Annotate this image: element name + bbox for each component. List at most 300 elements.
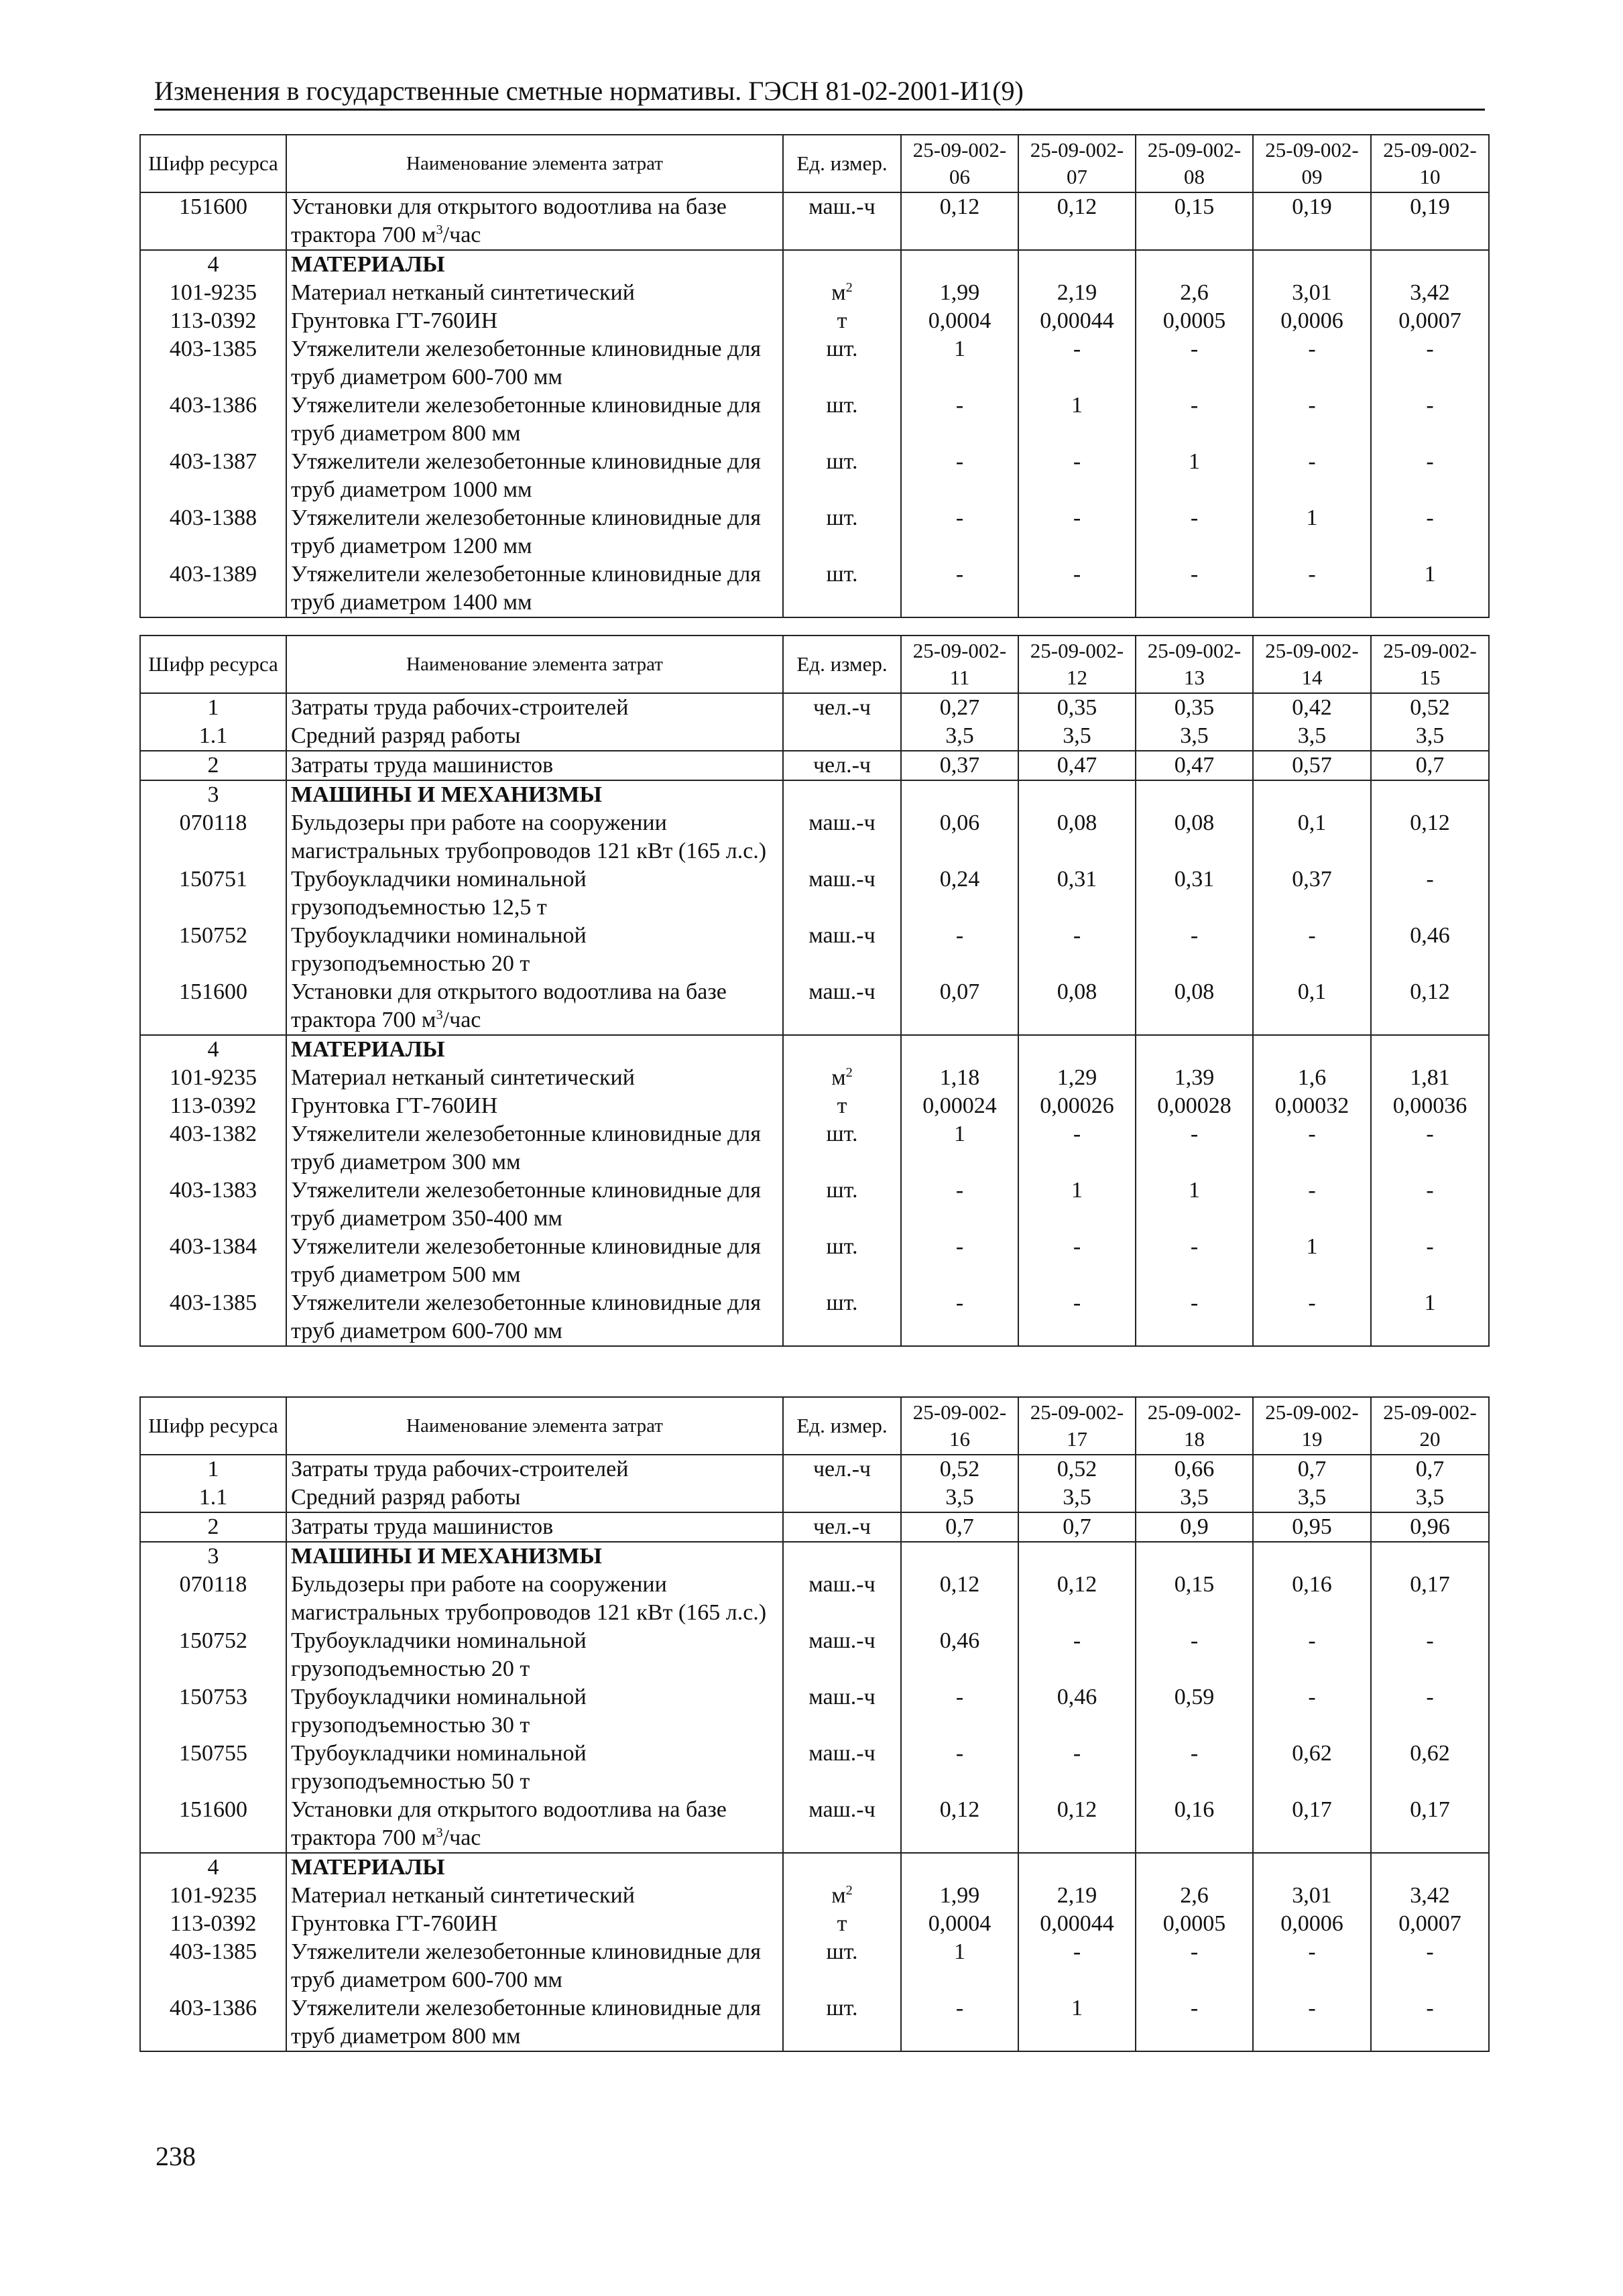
table-body: [140, 693, 1489, 1346]
resource-unit: шт.: [783, 1120, 901, 1176]
norm-value: 3,01: [1253, 1882, 1371, 1910]
table-row: [140, 1289, 1489, 1346]
norm-value: 0,00024: [901, 1092, 1018, 1120]
norm-value: -: [1136, 922, 1253, 978]
norm-value: 0,06: [901, 809, 1018, 865]
table-row: [140, 1853, 1489, 1882]
norm-value: 2,19: [1018, 279, 1136, 307]
norm-value: 0,7: [1371, 751, 1489, 780]
norm-value: [1371, 1853, 1489, 1882]
table-row: [140, 391, 1489, 448]
norm-value: 0,0007: [1371, 307, 1489, 335]
resource-name: Установки для открытого водоотлива на базе трактора 700 $м^3$/час: [286, 978, 783, 1035]
resource-name: Утяжелители железобетонные клиновидные для труб диаметром 600-700 мм: [286, 1289, 783, 1346]
norm-value: [1018, 1542, 1136, 1571]
resource-name: МАШИНЫ И МЕХАНИЗМЫ: [286, 780, 783, 809]
resource-name: Бульдозеры при работе на сооружении магистральных трубопроводов 121 кВт (165 л.с.): [286, 809, 783, 865]
column-header-unit: Ед. измер.: [783, 135, 901, 192]
norm-value: [1371, 1542, 1489, 1571]
norm-value: -: [1371, 1233, 1489, 1289]
norm-value: -: [1018, 1740, 1136, 1796]
norm-value: 0,96: [1371, 1512, 1489, 1542]
resource-unit: шт.: [783, 1938, 901, 1994]
table-row: [140, 1796, 1489, 1853]
resource-unit: $м^2$: [783, 1882, 901, 1910]
norm-value: -: [1371, 335, 1489, 391]
norm-value: -: [1253, 1683, 1371, 1740]
norm-value: 0,12: [901, 1571, 1018, 1627]
norm-value: 0,08: [1136, 809, 1253, 865]
norm-value: -: [1018, 504, 1136, 560]
resource-code: 4: [140, 1853, 286, 1882]
resource-name: Утяжелители железобетонные клиновидные для труб диаметром 1400 мм: [286, 560, 783, 617]
resource-name: Затраты труда машинистов: [286, 751, 783, 780]
norm-value: -: [1253, 335, 1371, 391]
resource-code: 1.1: [140, 722, 286, 751]
resource-code: 403-1385: [140, 1289, 286, 1346]
table-row: [140, 504, 1489, 560]
norm-value: -: [1371, 1938, 1489, 1994]
table-row: [140, 1882, 1489, 1910]
norm-value: -: [1253, 560, 1371, 617]
resource-unit: маш.-ч: [783, 1627, 901, 1683]
norm-value: 3,42: [1371, 1882, 1489, 1910]
resource-unit: шт.: [783, 391, 901, 448]
resource-name: Средний разряд работы: [286, 1484, 783, 1512]
norm-value: 0,17: [1371, 1796, 1489, 1853]
norm-value: 0,9: [1136, 1512, 1253, 1542]
column-header-code: Шифр ресурса: [140, 636, 286, 693]
norm-value: 3,5: [901, 1484, 1018, 1512]
norm-value: 3,5: [1018, 1484, 1136, 1512]
norm-value: -: [1018, 922, 1136, 978]
norm-value: 0,07: [901, 978, 1018, 1035]
norm-value: -: [1371, 448, 1489, 504]
norm-value: -: [901, 1233, 1018, 1289]
norm-value: 0,0004: [901, 307, 1018, 335]
resource-code: 150751: [140, 865, 286, 922]
column-header-norm: 25-09-002-10: [1371, 135, 1489, 192]
resource-unit: маш.-ч: [783, 978, 901, 1035]
norm-value: 0,66: [1136, 1455, 1253, 1484]
column-header-norm: 25-09-002-15: [1371, 636, 1489, 693]
table-body: [140, 1455, 1489, 2051]
norm-value: 0,31: [1018, 865, 1136, 922]
norm-value: 3,5: [1018, 722, 1136, 751]
norm-value: 1: [901, 335, 1018, 391]
resource-code: 403-1382: [140, 1120, 286, 1176]
resource-unit: маш.-ч: [783, 1796, 901, 1853]
norm-value: -: [1018, 1289, 1136, 1346]
norm-value: -: [901, 1683, 1018, 1740]
norm-value: 1: [1371, 1289, 1489, 1346]
norm-value: [1136, 1853, 1253, 1882]
column-header-norm: 25-09-002-14: [1253, 636, 1371, 693]
resource-name: Бульдозеры при работе на сооружении магистральных трубопроводов 121 кВт (165 л.с.): [286, 1571, 783, 1627]
resource-name: Средний разряд работы: [286, 722, 783, 751]
resource-unit: [783, 1484, 901, 1512]
resource-unit: шт.: [783, 448, 901, 504]
resource-name: Утяжелители железобетонные клиновидные для труб диаметром 1200 мм: [286, 504, 783, 560]
resource-name: Затраты труда машинистов: [286, 1512, 783, 1542]
norm-value: 0,35: [1018, 693, 1136, 722]
resource-name: Трубоукладчики номинальной грузоподъемностью 12,5 т: [286, 865, 783, 922]
norm-value: [1018, 1035, 1136, 1064]
norm-value: 0,12: [1018, 1571, 1136, 1627]
resource-unit: [783, 250, 901, 279]
page-header-title: Изменения в государственные сметные нормативы. ГЭСН 81-02-2001-И1(9): [154, 75, 1485, 111]
norm-value: [901, 1035, 1018, 1064]
norm-value: -: [1253, 1994, 1371, 2051]
column-header-name: Наименование элемента затрат: [286, 135, 783, 192]
norm-value: 0,12: [1018, 192, 1136, 250]
norm-value: 0,12: [901, 1796, 1018, 1853]
norm-value: 2,6: [1136, 1882, 1253, 1910]
resource-name: Трубоукладчики номинальной грузоподъемностью 50 т: [286, 1740, 783, 1796]
resource-code: 403-1386: [140, 391, 286, 448]
norm-value: 0,37: [1253, 865, 1371, 922]
norm-value: 0,59: [1136, 1683, 1253, 1740]
norm-value: -: [1371, 865, 1489, 922]
norm-value: 0,46: [901, 1627, 1018, 1683]
resource-code: 403-1384: [140, 1233, 286, 1289]
resource-code: 403-1389: [140, 560, 286, 617]
norm-value: -: [1371, 391, 1489, 448]
norm-value: [1371, 1035, 1489, 1064]
resource-unit: т: [783, 307, 901, 335]
column-header-code: Шифр ресурса: [140, 1397, 286, 1455]
norm-value: -: [1253, 922, 1371, 978]
norm-value: [1136, 1542, 1253, 1571]
resource-code: 113-0392: [140, 307, 286, 335]
resource-unit: маш.-ч: [783, 809, 901, 865]
norm-value: [1018, 250, 1136, 279]
norm-value: 0,52: [901, 1455, 1018, 1484]
resource-code: 403-1386: [140, 1994, 286, 2051]
resource-name: Грунтовка ГТ-760ИН: [286, 1910, 783, 1938]
norm-value: 0,15: [1136, 192, 1253, 250]
column-header-unit: Ед. измер.: [783, 636, 901, 693]
norm-value: 0,35: [1136, 693, 1253, 722]
norm-value: -: [1371, 1176, 1489, 1233]
norm-value: 0,24: [901, 865, 1018, 922]
resource-name: Трубоукладчики номинальной грузоподъемностью 20 т: [286, 922, 783, 978]
norm-value: -: [901, 391, 1018, 448]
table-row: [140, 1233, 1489, 1289]
resource-unit: [783, 1853, 901, 1882]
resource-name: Затраты труда рабочих-строителей: [286, 693, 783, 722]
norm-value: 0,0006: [1253, 1910, 1371, 1938]
table-row: [140, 1120, 1489, 1176]
norm-value: 0,00044: [1018, 307, 1136, 335]
norm-value: [1253, 1853, 1371, 1882]
page-number: 238: [156, 2141, 196, 2171]
norm-value: [901, 1542, 1018, 1571]
resource-unit: шт.: [783, 1994, 901, 2051]
norm-value: 1: [901, 1938, 1018, 1994]
norm-value: -: [1371, 1994, 1489, 2051]
resource-code: 3: [140, 780, 286, 809]
resource-name: Грунтовка ГТ-760ИН: [286, 307, 783, 335]
norm-value: 3,42: [1371, 279, 1489, 307]
table-row: [140, 722, 1489, 751]
resource-name: Трубоукладчики номинальной грузоподъемностью 20 т: [286, 1627, 783, 1683]
norm-value: 0,37: [901, 751, 1018, 780]
norm-value: 0,52: [1018, 1455, 1136, 1484]
norm-value: -: [1136, 335, 1253, 391]
norm-value: 0,00044: [1018, 1910, 1136, 1938]
norm-value: 0,16: [1136, 1796, 1253, 1853]
column-header-name: Наименование элемента затрат: [286, 636, 783, 693]
table-row: [140, 809, 1489, 865]
norm-value: -: [1253, 448, 1371, 504]
resource-code: 4: [140, 250, 286, 279]
resource-table: [139, 635, 1490, 1347]
table-row: [140, 335, 1489, 391]
resource-name: Утяжелители железобетонные клиновидные для труб диаметром 600-700 мм: [286, 1938, 783, 1994]
norm-value: 3,5: [901, 722, 1018, 751]
norm-value: 1: [1018, 1176, 1136, 1233]
resource-name: Утяжелители железобетонные клиновидные для труб диаметром 350-400 мм: [286, 1176, 783, 1233]
resource-code: 070118: [140, 1571, 286, 1627]
norm-value: 0,00028: [1136, 1092, 1253, 1120]
norm-value: 1,81: [1371, 1064, 1489, 1092]
table-row: [140, 1994, 1489, 2051]
norm-value: -: [1253, 1120, 1371, 1176]
norm-value: -: [1136, 1233, 1253, 1289]
norm-value: 1: [1136, 448, 1253, 504]
norm-value: -: [901, 1289, 1018, 1346]
norm-value: 1,39: [1136, 1064, 1253, 1092]
table-row: [140, 693, 1489, 722]
norm-value: [1253, 780, 1371, 809]
column-header-norm: 25-09-002-17: [1018, 1397, 1136, 1455]
resource-unit: $м^2$: [783, 279, 901, 307]
resource-unit: чел.-ч: [783, 751, 901, 780]
norm-value: 0,0007: [1371, 1910, 1489, 1938]
resource-code: 1.1: [140, 1484, 286, 1512]
norm-value: 0,0005: [1136, 1910, 1253, 1938]
table-row: [140, 192, 1489, 250]
table-body: [140, 192, 1489, 617]
norm-value: 0,27: [901, 693, 1018, 722]
resource-name: МАТЕРИАЛЫ: [286, 1853, 783, 1882]
norm-value: 3,5: [1253, 722, 1371, 751]
resource-code: 113-0392: [140, 1092, 286, 1120]
column-header-norm: 25-09-002-20: [1371, 1397, 1489, 1455]
resource-unit: маш.-ч: [783, 1740, 901, 1796]
norm-value: [1136, 1035, 1253, 1064]
resource-name: МАТЕРИАЛЫ: [286, 250, 783, 279]
norm-value: -: [901, 448, 1018, 504]
norm-value: -: [1136, 1120, 1253, 1176]
resource-code: 1: [140, 693, 286, 722]
norm-value: [901, 780, 1018, 809]
table-row: [140, 978, 1489, 1035]
table-head-row: [140, 1397, 1489, 1455]
resource-code: 150755: [140, 1740, 286, 1796]
resource-name: Утяжелители железобетонные клиновидные для труб диаметром 500 мм: [286, 1233, 783, 1289]
table-row: [140, 1512, 1489, 1542]
resource-code: 151600: [140, 978, 286, 1035]
norm-value: -: [1018, 1627, 1136, 1683]
resource-name: Утяжелители железобетонные клиновидные для труб диаметром 600-700 мм: [286, 335, 783, 391]
norm-value: [901, 250, 1018, 279]
resource-unit: шт.: [783, 560, 901, 617]
resource-unit: чел.-ч: [783, 693, 901, 722]
resource-code: 101-9235: [140, 1882, 286, 1910]
norm-value: 0,00026: [1018, 1092, 1136, 1120]
column-header-norm: 25-09-002-08: [1136, 135, 1253, 192]
table-row: [140, 1064, 1489, 1092]
norm-value: -: [1018, 448, 1136, 504]
norm-value: -: [901, 1176, 1018, 1233]
resource-code: 1: [140, 1455, 286, 1484]
norm-value: 0,19: [1253, 192, 1371, 250]
table-row: [140, 780, 1489, 809]
norm-value: 0,0004: [901, 1910, 1018, 1938]
norm-value: -: [1136, 504, 1253, 560]
resource-unit: [783, 1035, 901, 1064]
resource-unit: [783, 722, 901, 751]
norm-value: 2,6: [1136, 279, 1253, 307]
resource-unit: т: [783, 1910, 901, 1938]
norm-value: -: [1018, 335, 1136, 391]
resource-code: 403-1388: [140, 504, 286, 560]
resource-name: Установки для открытого водоотлива на базе трактора 700 $м^3$/час: [286, 1796, 783, 1853]
norm-value: 0,7: [1371, 1455, 1489, 1484]
norm-value: [1371, 250, 1489, 279]
resource-name: Трубоукладчики номинальной грузоподъемностью 30 т: [286, 1683, 783, 1740]
norm-value: -: [1018, 1233, 1136, 1289]
norm-value: -: [901, 1994, 1018, 2051]
resource-unit: чел.-ч: [783, 1512, 901, 1542]
resource-code: 403-1383: [140, 1176, 286, 1233]
resource-code: 150752: [140, 1627, 286, 1683]
norm-value: 0,46: [1371, 922, 1489, 978]
norm-value: 0,52: [1371, 693, 1489, 722]
table-row: [140, 1542, 1489, 1571]
resource-code: 2: [140, 1512, 286, 1542]
norm-value: 0,12: [901, 192, 1018, 250]
norm-value: -: [1371, 1627, 1489, 1683]
norm-value: [1018, 780, 1136, 809]
norm-value: 0,42: [1253, 693, 1371, 722]
resource-code: 150752: [140, 922, 286, 978]
resource-unit: шт.: [783, 1176, 901, 1233]
column-header-norm: 25-09-002-06: [901, 135, 1018, 192]
norm-value: 1,99: [901, 1882, 1018, 1910]
resource-unit: маш.-ч: [783, 865, 901, 922]
column-header-norm: 25-09-002-12: [1018, 636, 1136, 693]
norm-value: [1253, 1542, 1371, 1571]
norm-value: 0,31: [1136, 865, 1253, 922]
norm-value: 0,12: [1371, 978, 1489, 1035]
table-row: [140, 1484, 1489, 1512]
table-head-row: [140, 135, 1489, 192]
norm-value: 1: [1253, 1233, 1371, 1289]
column-header-norm: 25-09-002-09: [1253, 135, 1371, 192]
column-header-norm: 25-09-002-16: [901, 1397, 1018, 1455]
norm-value: -: [1371, 1120, 1489, 1176]
resource-code: 403-1387: [140, 448, 286, 504]
norm-value: -: [1018, 1120, 1136, 1176]
table-row: [140, 1683, 1489, 1740]
norm-value: 0,1: [1253, 978, 1371, 1035]
norm-value: -: [1136, 1740, 1253, 1796]
norm-value: 1,18: [901, 1064, 1018, 1092]
norm-value: [1253, 250, 1371, 279]
resource-name: Материал нетканый синтетический: [286, 1882, 783, 1910]
table-row: [140, 307, 1489, 335]
resource-unit: маш.-ч: [783, 1683, 901, 1740]
norm-value: 3,5: [1136, 722, 1253, 751]
table-row: [140, 1910, 1489, 1938]
norm-value: 0,46: [1018, 1683, 1136, 1740]
norm-value: -: [901, 504, 1018, 560]
resource-code: 101-9235: [140, 279, 286, 307]
norm-value: -: [1253, 391, 1371, 448]
norm-value: -: [1371, 504, 1489, 560]
norm-value: -: [901, 1740, 1018, 1796]
norm-value: 0,0006: [1253, 307, 1371, 335]
resource-code: 113-0392: [140, 1910, 286, 1938]
norm-value: -: [1136, 560, 1253, 617]
norm-value: 0,00036: [1371, 1092, 1489, 1120]
table-row: [140, 1035, 1489, 1064]
norm-value: -: [1253, 1938, 1371, 1994]
norm-value: 0,95: [1253, 1512, 1371, 1542]
norm-value: 0,08: [1018, 809, 1136, 865]
norm-value: 1: [1371, 560, 1489, 617]
norm-value: 0,62: [1371, 1740, 1489, 1796]
norm-value: -: [1136, 1994, 1253, 2051]
resource-unit: $м^2$: [783, 1064, 901, 1092]
norm-value: -: [1018, 560, 1136, 617]
table-row: [140, 279, 1489, 307]
resource-name: МАШИНЫ И МЕХАНИЗМЫ: [286, 1542, 783, 1571]
resource-unit: маш.-ч: [783, 922, 901, 978]
resource-unit: чел.-ч: [783, 1455, 901, 1484]
resource-name: Утяжелители железобетонные клиновидные для труб диаметром 1000 мм: [286, 448, 783, 504]
resource-table: [139, 1396, 1490, 2052]
table-head: [140, 636, 1489, 693]
norm-value: 3,5: [1371, 1484, 1489, 1512]
table-head: [140, 135, 1489, 192]
table-row: [140, 1455, 1489, 1484]
norm-value: -: [1253, 1176, 1371, 1233]
norm-value: 1,6: [1253, 1064, 1371, 1092]
norm-value: -: [901, 922, 1018, 978]
resource-unit: маш.-ч: [783, 1571, 901, 1627]
resource-code: 3: [140, 1542, 286, 1571]
table-row: [140, 1740, 1489, 1796]
norm-value: 1,29: [1018, 1064, 1136, 1092]
norm-value: [1371, 780, 1489, 809]
resource-code: 150753: [140, 1683, 286, 1740]
resource-name: Утяжелители железобетонные клиновидные для труб диаметром 800 мм: [286, 391, 783, 448]
resource-code: 151600: [140, 192, 286, 250]
norm-value: 0,62: [1253, 1740, 1371, 1796]
column-header-norm: 25-09-002-11: [901, 636, 1018, 693]
norm-value: 0,12: [1371, 809, 1489, 865]
column-header-unit: Ед. измер.: [783, 1397, 901, 1455]
norm-value: 3,5: [1371, 722, 1489, 751]
norm-value: [1136, 250, 1253, 279]
norm-value: 3,5: [1253, 1484, 1371, 1512]
column-header-norm: 25-09-002-07: [1018, 135, 1136, 192]
norm-value: -: [1136, 1289, 1253, 1346]
